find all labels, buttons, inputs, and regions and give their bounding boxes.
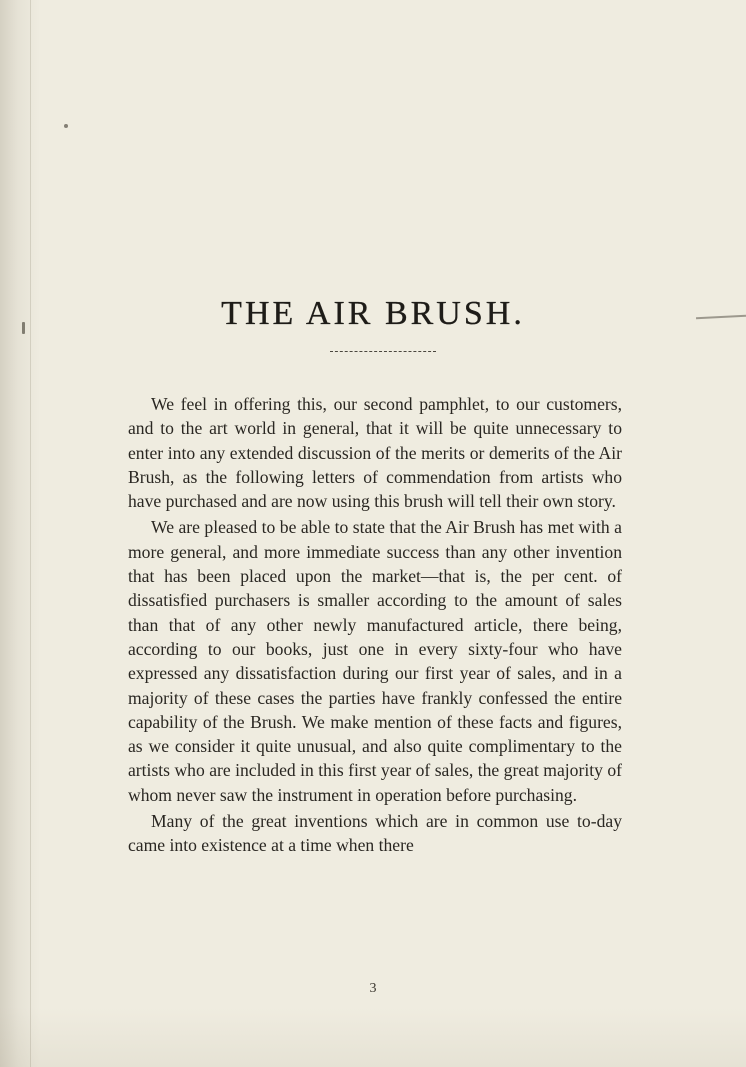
paragraph: We feel in offering this, our second pamphlet, to our customers, and to the art world in general, that it will be quite unnecessary to enter into any extended discussion of the merits or demerits of the Air Brush, as the following letters of commendation from artists who have purchased and are now using this brush will tell their own story. xyxy=(128,394,622,512)
page-title: THE AIR BRUSH. xyxy=(221,294,525,332)
paragraph: We are pleased to be able to state that the Air Brush has met with a more general, and more immediate success than any other invention that has been placed upon the market—that is, the per cent. of dissatisfied purchasers is smaller according to the amount of sales than that of any other newly manufactured article, there being, according to our books, just one in every sixty-four who have expressed any dissatisfaction during our first year of sales, and in a majority of these cases the parties have frankly confessed the entire capability of the Brush. We make mention of these facts and figures, as we consider it quite unusual, and also quite complimentary to the artists who are included in this first year of sales, the great majority of whom never saw the instrument in operation before purchasing. xyxy=(128,517,622,805)
title-divider xyxy=(330,351,436,352)
page-number: 3 xyxy=(369,981,377,996)
binding-gutter xyxy=(30,0,31,1067)
paragraph: Many of the great inventions which are in common use to-day came into existence at a time when there xyxy=(128,811,622,856)
body-text xyxy=(128,392,622,858)
paper-speck xyxy=(64,124,68,128)
